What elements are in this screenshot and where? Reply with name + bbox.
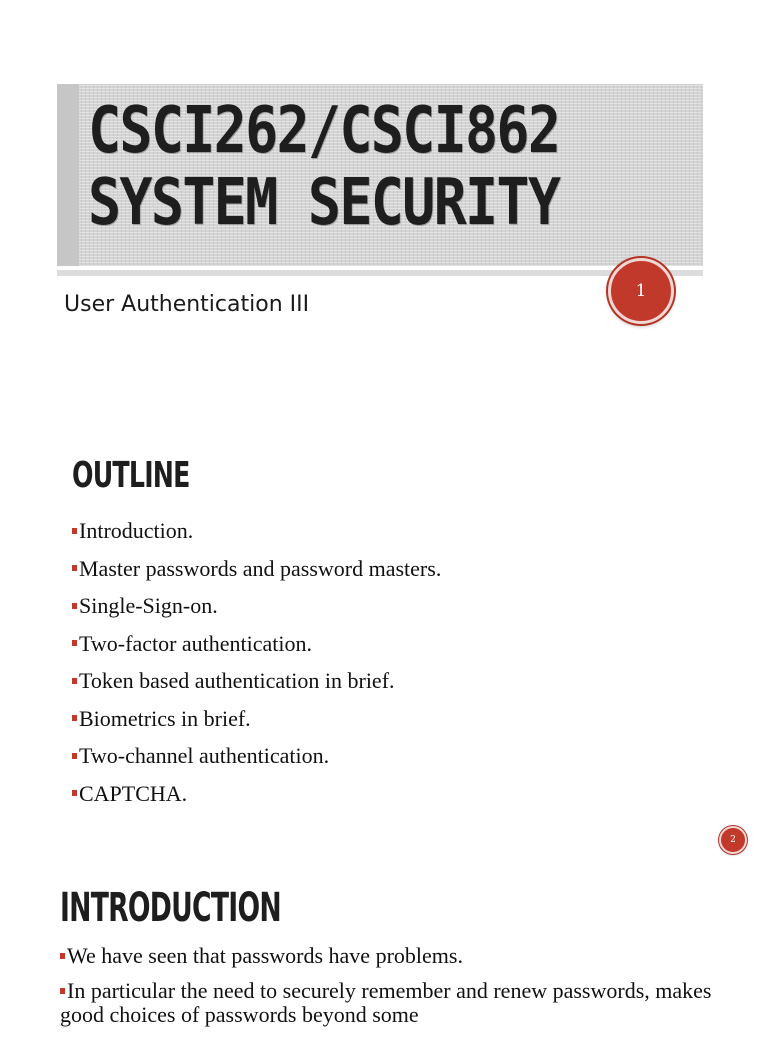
- page-number-1: 1: [635, 281, 647, 301]
- list-item: Token based authentication in brief.: [72, 662, 441, 700]
- square-bullet-icon: [72, 640, 77, 646]
- list-item: Two-factor authentication.: [72, 625, 441, 663]
- list-item: Single-Sign-on.: [72, 587, 441, 625]
- list-item: CAPTCHA.: [72, 775, 441, 813]
- list-item: In particular the need to securely remember and renew passwords, makes good choices of passwords beyond some: [60, 978, 712, 1027]
- list-item: Biometrics in brief.: [72, 700, 441, 738]
- outline-heading: OUTLINE: [72, 455, 190, 496]
- slide-subtitle: User Authentication III: [64, 292, 310, 317]
- title-banner-underline: [57, 270, 703, 276]
- slide-title-line-2: SYSTEM SECURITY: [88, 166, 560, 240]
- square-bullet-icon: [72, 603, 77, 609]
- square-bullet-icon: [72, 753, 77, 759]
- square-bullet-icon: [72, 528, 77, 534]
- title-banner-edge: [57, 84, 79, 266]
- list-item: Two-channel authentication.: [72, 737, 441, 775]
- square-bullet-icon: [60, 953, 65, 959]
- square-bullet-icon: [72, 790, 77, 796]
- outline-list: [72, 512, 441, 812]
- slide-title: [88, 95, 559, 239]
- square-bullet-icon: [72, 715, 77, 721]
- list-item: Introduction.: [72, 512, 441, 550]
- page-number-badge-1: [608, 258, 674, 324]
- page-number-badge-2: [719, 826, 747, 854]
- page-number-2: 2: [730, 835, 736, 845]
- list-item: We have seen that passwords have problems.: [60, 944, 720, 968]
- square-bullet-icon: [60, 988, 65, 994]
- square-bullet-icon: [72, 565, 77, 571]
- slide-title-line-1: CSCI262/CSCI862: [88, 94, 560, 168]
- square-bullet-icon: [72, 678, 77, 684]
- introduction-heading: INTRODUCTION: [60, 885, 281, 931]
- list-item: Master passwords and password masters.: [72, 550, 441, 588]
